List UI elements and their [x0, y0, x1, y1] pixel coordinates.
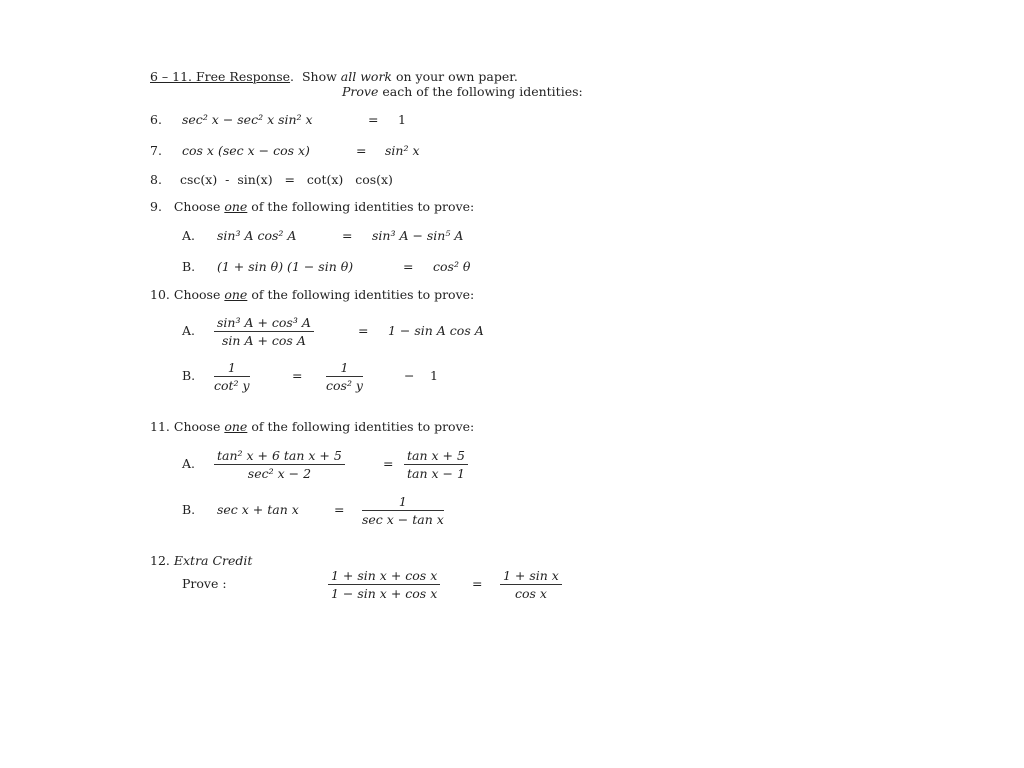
section-range: 6 – 11. Free Response [150, 69, 291, 84]
problem-12-lhs-denominator: 1 − sin x + cos x [331, 586, 438, 601]
problem-10A-numerator: sin³ A + cos³ A [214, 315, 314, 332]
problem-11A-lhs-numerator: tan² x + 6 tan x + 5 [214, 448, 345, 465]
show-prefix: Show [301, 69, 337, 84]
problem-7-lhs: cos x (sec x − cos x) [182, 143, 310, 158]
problem-11A-lhs-denominator: sec² x − 2 [247, 466, 312, 481]
problem-11B-rhs-numerator: 1 [362, 494, 444, 511]
problem-12-lhs-fraction [328, 568, 440, 601]
problem-10B-minus: − [404, 368, 415, 383]
problem-10B-label: B. [182, 368, 196, 383]
problem-10B-f2-numerator: 1 [326, 360, 363, 377]
problem-10-prompt [150, 287, 474, 302]
problem-12-rhs-fraction [500, 568, 562, 601]
problem-12-lhs-numerator: 1 + sin x + cos x [328, 568, 440, 585]
problem-12-title: Extra Credit [173, 553, 253, 568]
problem-7-number: 7. [150, 143, 162, 158]
problem-10-rest: of the following identities to prove: [251, 287, 475, 302]
prove-suffix: each of the following identities: [382, 84, 583, 99]
problem-11B-lhs: sec x + tan x [217, 502, 299, 517]
problem-12-equals: = [472, 576, 483, 591]
problem-10B-f1-numerator: 1 [214, 360, 250, 377]
problem-11B-rhs-denominator: sec x − tan x [362, 512, 444, 527]
problem-10-number: 10. [150, 287, 170, 302]
problem-12-rhs-denominator: cos x [514, 586, 547, 601]
problem-11A-rhs-denominator: tan x − 1 [407, 466, 465, 481]
problem-8-identity: csc(x) - sin(x) = cot(x) cos(x) [180, 172, 393, 187]
problem-10-one: one [224, 287, 248, 302]
problem-10B-equals: = [292, 368, 303, 383]
problem-10B-rhs: 1 [430, 368, 438, 383]
problem-9A-equals: = [342, 228, 353, 243]
problem-6-rhs: 1 [398, 112, 406, 127]
problem-10A-equals: = [358, 323, 369, 338]
problem-10B-fraction-1 [214, 360, 250, 393]
prove-emphasis: Prove [342, 84, 379, 99]
problem-9-rest: of the following identities to prove: [251, 199, 475, 214]
problem-11A-equals: = [383, 456, 394, 471]
problem-12-heading [150, 553, 252, 568]
header-line-1: 6 – 11. Free Response. Show all work on your own paper. [150, 69, 518, 84]
problem-6-number: 6. [150, 112, 162, 127]
problem-9B-equals: = [403, 259, 414, 274]
problem-9B-lhs: (1 + sin θ) (1 − sin θ) [217, 259, 354, 274]
header-line-2 [342, 84, 583, 99]
problem-10B-f1-denominator: cot² y [214, 378, 250, 393]
problem-11-one: one [224, 419, 248, 434]
problem-6-lhs: sec² x − sec² x sin² x [182, 112, 313, 127]
problem-10-choose: Choose [173, 287, 221, 302]
problem-12-rhs-numerator: 1 + sin x [500, 568, 562, 585]
problem-9A-rhs: sin³ A − sin⁵ A [372, 228, 464, 243]
problem-10B-fraction-2 [326, 360, 363, 393]
problem-11-choose: Choose [173, 419, 221, 434]
problem-6-equals: = [368, 112, 379, 127]
show-suffix: on your own paper. [395, 69, 518, 84]
problem-11B-equals: = [334, 502, 345, 517]
problem-7-equals: = [356, 143, 367, 158]
problem-11A-rhs-fraction [404, 448, 468, 481]
problem-9A-label: A. [182, 228, 196, 243]
problem-12-prove-label: Prove : [182, 576, 227, 591]
problem-8-number: 8. [150, 172, 162, 187]
problem-10A-denominator: sin A + cos A [222, 333, 306, 348]
problem-9A-lhs: sin³ A cos² A [217, 228, 297, 243]
problem-9-prompt [150, 199, 474, 214]
problem-12-number: 12. [150, 553, 170, 568]
problem-11-rest: of the following identities to prove: [251, 419, 475, 434]
problem-10A-rhs: 1 − sin A cos A [388, 323, 484, 338]
problem-9B-rhs: cos² θ [433, 259, 471, 274]
problem-9-number: 9. [150, 199, 162, 214]
problem-7-rhs: sin² x [385, 143, 420, 158]
problem-10A-fraction [214, 315, 314, 348]
problem-11A-rhs-numerator: tan x + 5 [404, 448, 468, 465]
problem-9-one: one [224, 199, 248, 214]
problem-11A-lhs-fraction [214, 448, 345, 481]
problem-11-prompt [150, 419, 474, 434]
problem-11A-label: A. [182, 456, 196, 471]
problem-11-number: 11. [150, 419, 170, 434]
problem-9B-label: B. [182, 259, 196, 274]
show-emphasis: all work [340, 69, 392, 84]
problem-10B-f2-denominator: cos² y [326, 378, 363, 393]
problem-9-choose: Choose [173, 199, 221, 214]
problem-10A-label: A. [182, 323, 196, 338]
problem-11B-label: B. [182, 502, 196, 517]
problem-11B-rhs-fraction [362, 494, 444, 527]
